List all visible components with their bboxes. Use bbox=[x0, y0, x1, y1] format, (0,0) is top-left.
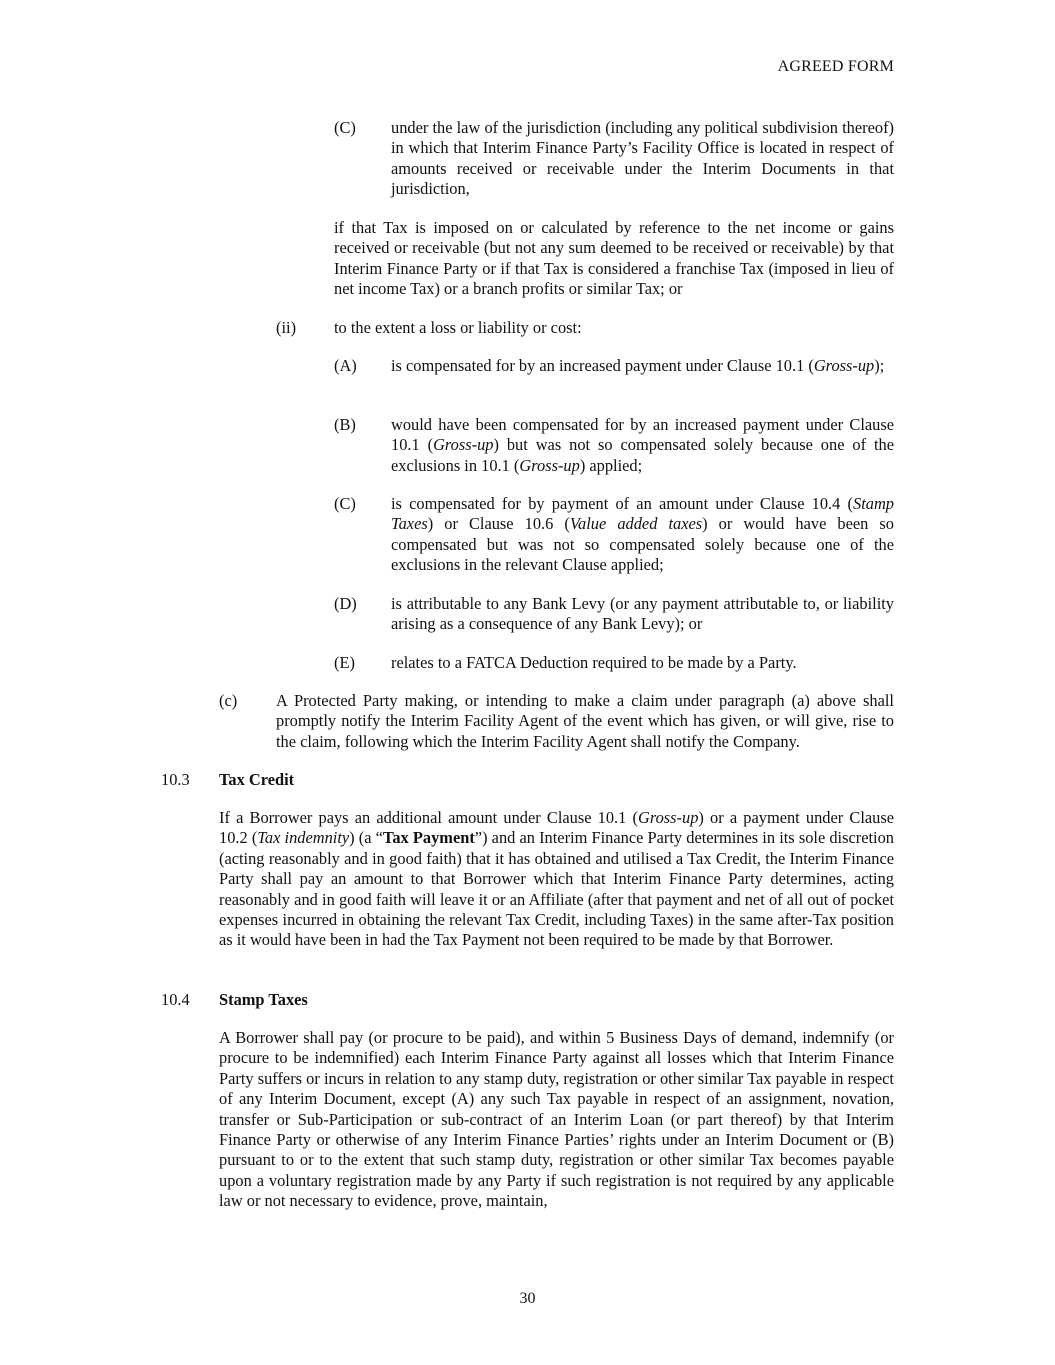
continuation-paragraph: if that Tax is imposed on or calculated by reference to the net income or gains received or receivable (but not any sum deemed to be received or receivable) by that Interim Finance Party or if that Tax is considered a franchise Tax (imposed in lieu of net income Tax) or a branch profits or similar Tax; or bbox=[334, 218, 894, 299]
item-text: relates to a FATCA Deduction required to be made by a Party. bbox=[391, 653, 797, 672]
item-label: (C) bbox=[334, 494, 356, 513]
item-text: under the law of the jurisdiction (including any political subdivision thereof) in which that Interim Finance Party’s Facility Office is located in respect of amounts received or receivable under the Interim Documents in that jurisdiction, bbox=[391, 118, 894, 199]
sub-paragraph-label: (ii) bbox=[276, 318, 297, 337]
paragraph-text: A Protected Party making, or intending to make a claim under paragraph (a) above shall promptly notify the Interim Facility Agent of the event which has given, or will give, rise to the claim, following which the Interim Facility Agent shall notify the Company. bbox=[276, 691, 894, 751]
item-label: (C) bbox=[334, 118, 356, 137]
item-label: (B) bbox=[334, 415, 356, 434]
section-body: If a Borrower pays an additional amount under Clause 10.1 (Gross-up) or a payment under Clause 10.2 (Tax indemnity) (a “Tax Payment”) and an Interim Finance Party determines in its sole discretion (acting reasonably and in good faith) that it has obtained and utilised a Tax Credit, the Interim Finance Party shall pay an amount to that Borrower which that Interim Finance Party determines, acting reasonably and in good faith will leave it or an Affiliate (after that payment and net of all out of pocket expenses incurred in obtaining the relevant Tax Credit, including Taxes) in the same after-Tax position as it would have been in had the Tax Payment not been required to be made by that Borrower. bbox=[219, 808, 894, 950]
item-text: is compensated for by an increased payment under Clause 10.1 (Gross-up); bbox=[391, 356, 885, 375]
item-label: (D) bbox=[334, 594, 357, 613]
section-number: 10.3 bbox=[161, 770, 190, 789]
sub-paragraph-text: to the extent a loss or liability or cost: bbox=[334, 318, 582, 337]
agreed-form-header: AGREED FORM bbox=[777, 58, 894, 75]
item-label: (E) bbox=[334, 653, 355, 672]
section-heading: Stamp Taxes bbox=[219, 990, 308, 1009]
item-text: is compensated for by payment of an amount under Clause 10.4 (Stamp Taxes) or Clause 10.6 (Value added taxes) or would have been so compensated but was not so compensated solely because one of the exclusions in the relevant Clause applied; bbox=[391, 494, 894, 575]
item-label: (A) bbox=[334, 356, 357, 375]
section-number: 10.4 bbox=[161, 990, 190, 1009]
item-text: would have been compensated for by an increased payment under Clause 10.1 (Gross-up) but was not so compensated solely because one of the exclusions in 10.1 (Gross-up) applied; bbox=[391, 415, 894, 475]
item-text: is attributable to any Bank Levy (or any payment attributable to, or liability arising as a consequence of any Bank Levy); or bbox=[391, 594, 894, 634]
paragraph-label: (c) bbox=[219, 691, 238, 710]
section-heading: Tax Credit bbox=[219, 770, 295, 789]
page-number: 30 bbox=[519, 1290, 536, 1307]
section-body: A Borrower shall pay (or procure to be paid), and within 5 Business Days of demand, indemnify (or procure to be indemnified) each Interim Finance Party against all losses which that Interim Finance Party suffers or incurs in relation to any stamp duty, registration or other similar Tax payable in respect of any Interim Document, except (A) any such Tax payable in respect of an assignment, novation, transfer or Sub-Participation or sub-contract of an Interim Loan (or part thereof) by that Interim Finance Party or otherwise of any Interim Finance Parties’ rights under an Interim Document or (B) pursuant to or to the extent that such stamp duty, registration or other similar Tax becomes payable upon a voluntary registration made by any Party if such registration is not required by any applicable law or not necessary to evidence, prove, maintain, bbox=[219, 1028, 894, 1211]
